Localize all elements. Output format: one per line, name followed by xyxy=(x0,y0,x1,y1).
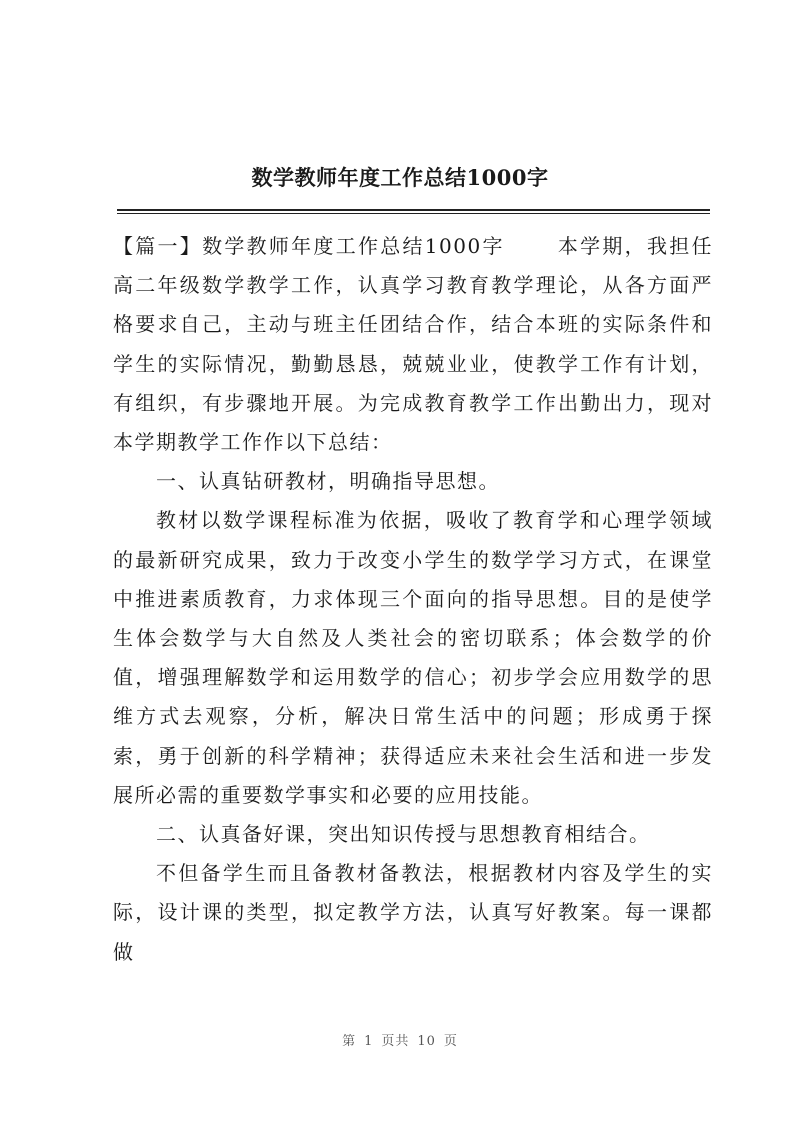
section-heading-2: 二、认真备好课，突出知识传授与思想教育相结合。 xyxy=(156,822,651,847)
document-title: 数学教师年度工作总结1000字 xyxy=(251,165,549,190)
footer-suffix: 页 xyxy=(443,1034,458,1049)
footer-prefix: 第 xyxy=(342,1034,357,1049)
footer-total-pages: 10 xyxy=(417,1034,436,1049)
footer-middle: 页共 xyxy=(381,1034,410,1049)
paragraph-textbook: 教材以数学课程标准为依据，吸收了教育学和心理学领域的最新研究成果，致力于改变小学生的数学学习方式，在课堂中推进素质教育，力求体现三个面向的指导思想。目的是使学生体会数学与大自然及人类社会的密切联系；体会数学的价值，增强理解数学和运用数学的信心；初步学会应用数学的思维方式去观察，分析，解决日常生活中的问题；形成勇于探索，勇于创新的科学精神；获得适应未来社会生活和进一步发展所必需的重要数学事实和必要的应用技能。 xyxy=(113,508,713,807)
footer-page-number: 1 xyxy=(364,1034,374,1049)
paragraph-lesson-prep: 不但备学生而且备教材备教法，根据教材内容及学生的实际，设计课的类型，拟定教学方法，认真写好教案。每一课都做 xyxy=(113,861,713,964)
paragraph-intro: 【篇一】数学教师年度工作总结1000字 本学期，我担任高二年级数学教学工作，认真学习教育教学理论，从各方面严格要求自己，主动与班主任团结合作，结合本班的实际条件和学生的实际情况，勤勤恳恳，兢兢业业，使教学工作有计划，有组织，有步骤地开展。为完成教育教学工作出勤出力，现对本学期教学工作作以下总结： xyxy=(113,234,713,455)
title-rule-thin xyxy=(117,213,710,214)
section-heading-1: 一、认真钻研教材，明确指导思想。 xyxy=(156,469,500,494)
page-footer xyxy=(0,1030,800,1049)
title-rule-thick xyxy=(117,209,710,211)
document-body xyxy=(113,227,713,972)
